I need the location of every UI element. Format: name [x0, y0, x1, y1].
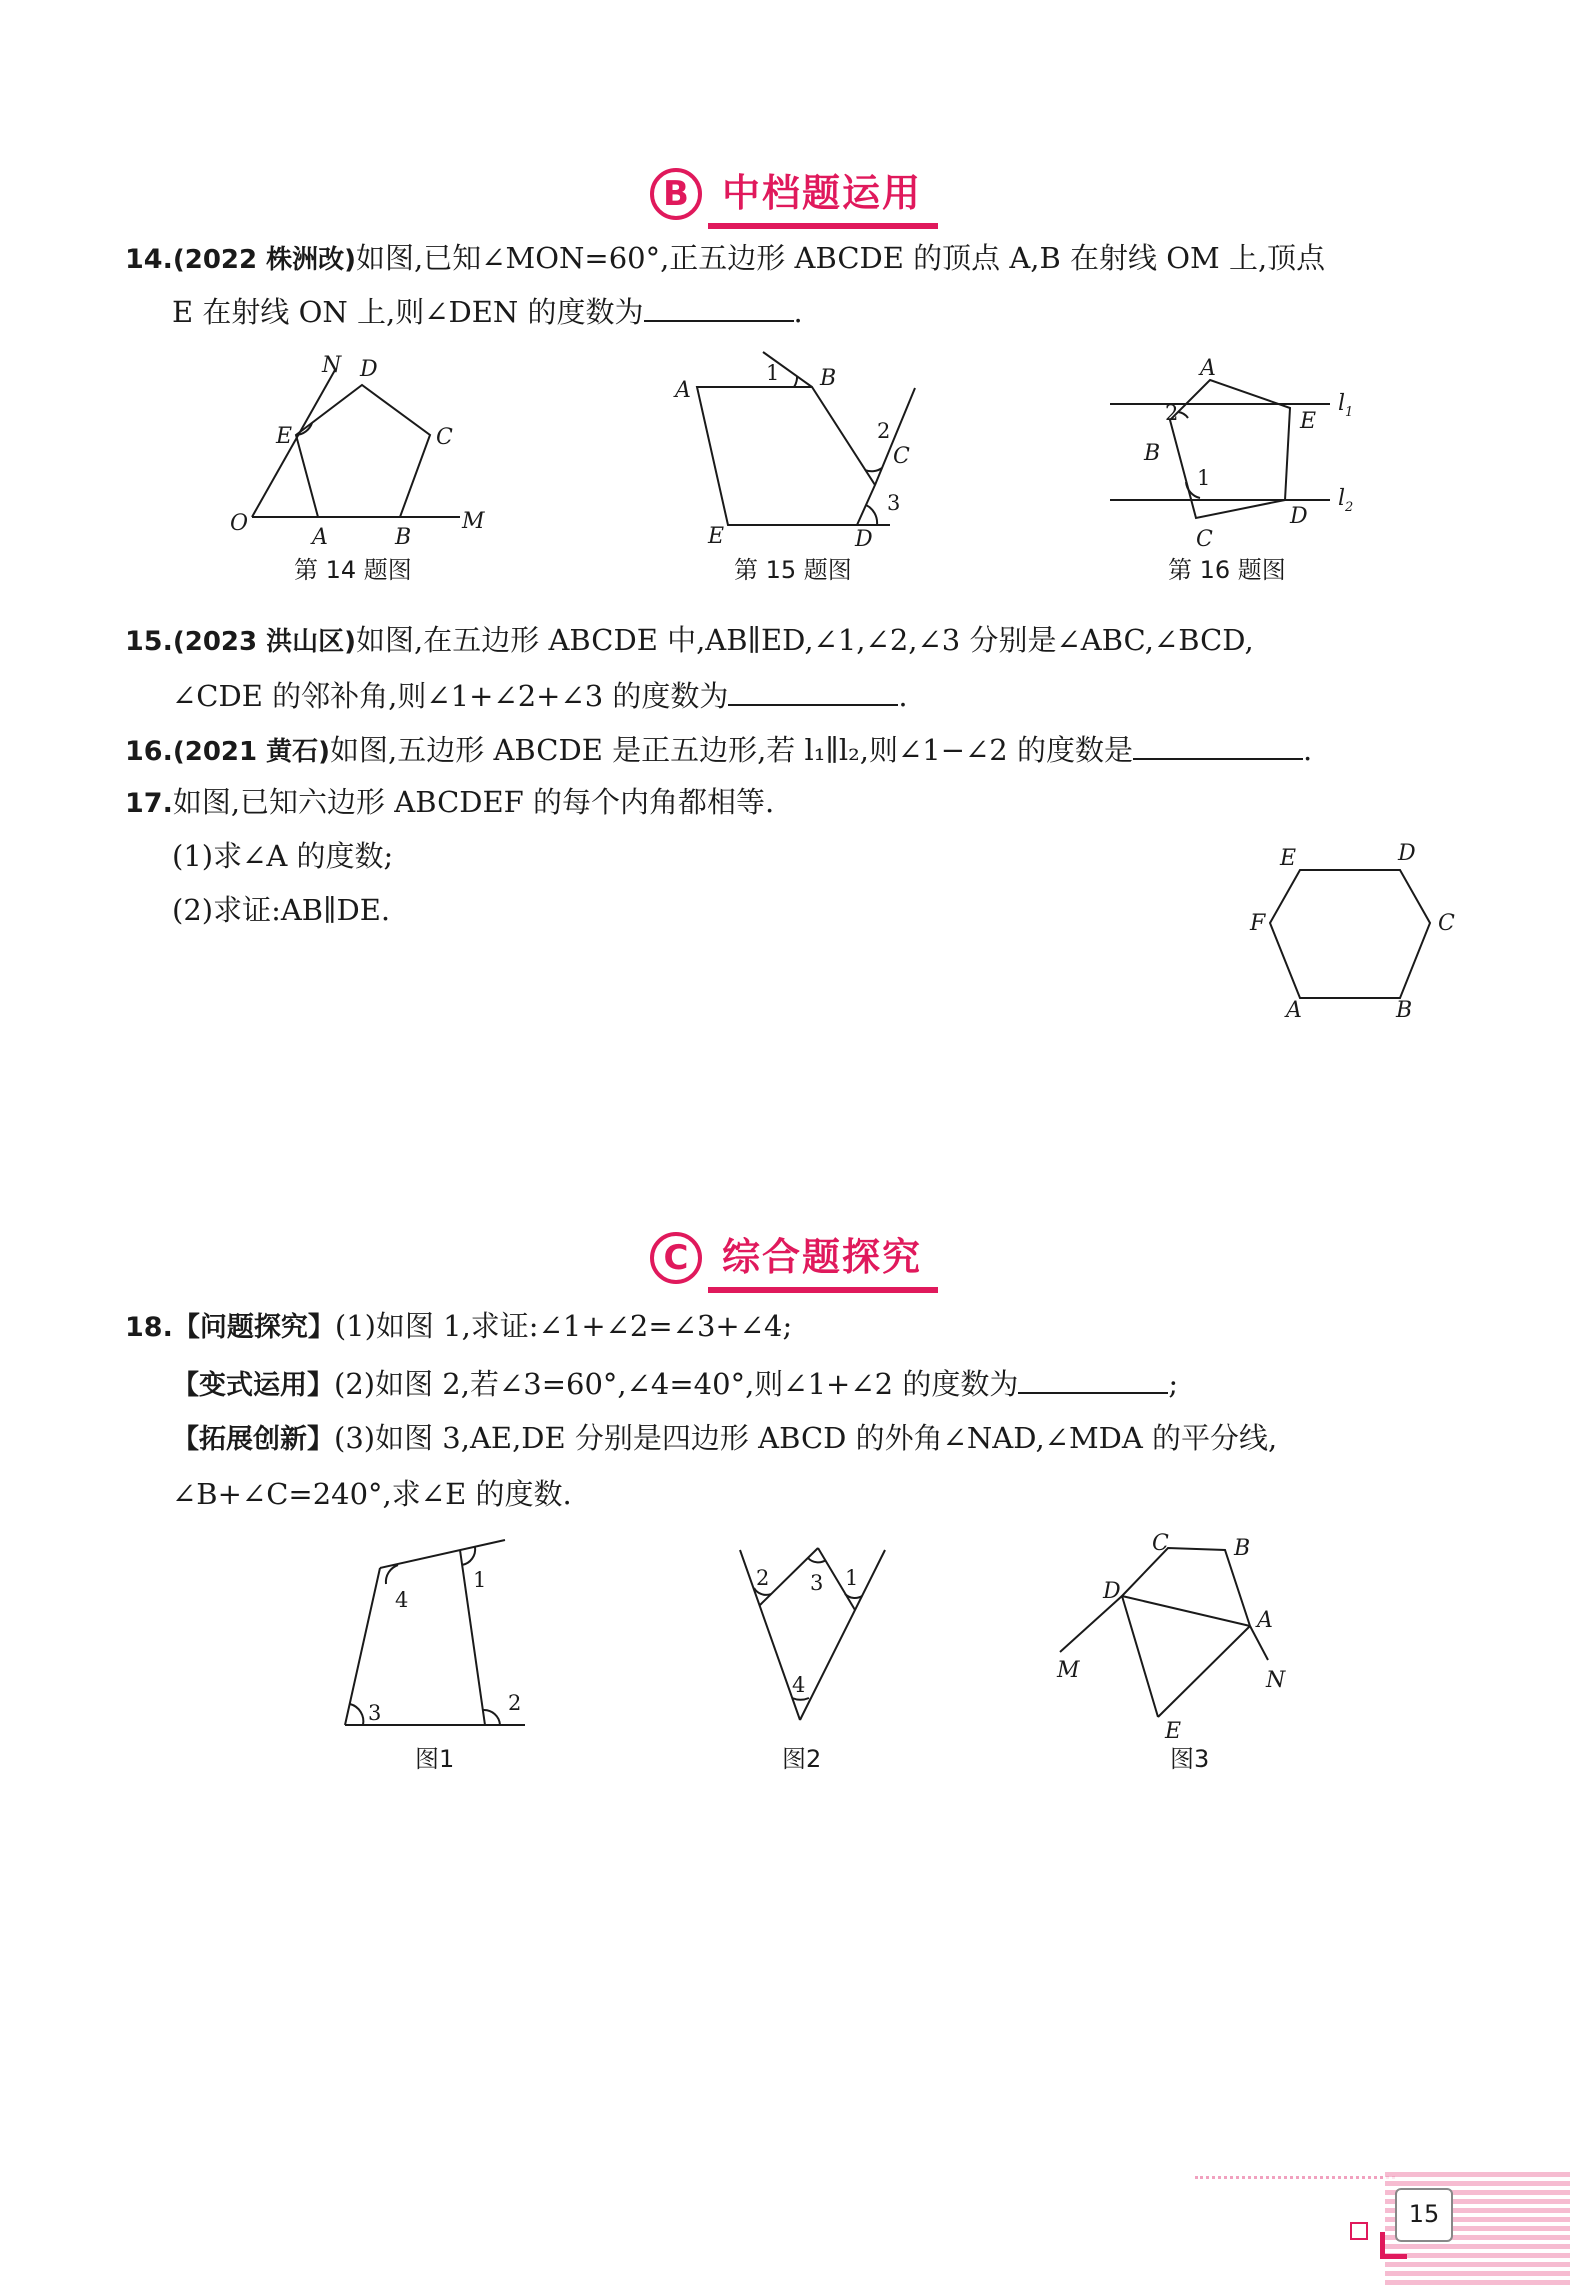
fig2-angle4-arc — [792, 1698, 809, 1700]
fig14-label-o: O — [230, 511, 249, 536]
fig15-angle2-arc — [865, 468, 882, 471]
fig3-label-a: A — [1257, 1608, 1273, 1633]
q14-end: . — [793, 295, 803, 329]
fig16-angle2-arc — [1178, 412, 1188, 418]
page-number: 15 — [1395, 2188, 1453, 2242]
fig3-quadrilateral — [1122, 1548, 1250, 1626]
section-c-title: 综合题探究 — [708, 1222, 938, 1293]
q18-tag2: 【变式运用】 — [172, 1370, 334, 1401]
fig15-angle3-arc — [866, 505, 877, 525]
fig16-label-a: A — [1200, 356, 1216, 381]
fig1-label-2: 2 — [508, 1691, 522, 1715]
section-b-badge: B — [650, 168, 702, 220]
fig3-label-e: E — [1165, 1719, 1182, 1744]
q16-end: . — [1302, 733, 1313, 767]
fig15-label-a: A — [675, 378, 691, 403]
fig16-diagram — [1110, 380, 1330, 518]
fig2-label-3: 3 — [810, 1571, 824, 1595]
q14-text2: E 在射线 ON 上,则∠DEN 的度数为 — [172, 295, 644, 329]
section-c-heading — [650, 1222, 938, 1293]
fig14-label-m: M — [462, 509, 485, 534]
q18-text2: (2)如图 2,若∠3=60°,∠4=40°,则∠1+∠2 的度数为 — [334, 1367, 1019, 1401]
fig2-label-4: 4 — [792, 1673, 806, 1697]
fig16-label-2: 2 — [1165, 401, 1179, 425]
fig16-label-b: B — [1144, 441, 1161, 466]
fig17-label-c: C — [1438, 911, 1455, 936]
q15-answer-blank[interactable] — [728, 674, 898, 706]
fig3-label-b: B — [1234, 1536, 1251, 1561]
q16-line1 — [125, 728, 1312, 772]
fig15-label-e: E — [708, 524, 725, 549]
q16-answer-blank[interactable] — [1133, 728, 1303, 760]
fig1-label-1: 1 — [473, 1568, 487, 1592]
q17-text1: 如图,已知六边形 ABCDEF 的每个内角都相等. — [172, 785, 775, 819]
fig1-top-line — [380, 1540, 505, 1568]
q18-answer-blank[interactable] — [1018, 1362, 1168, 1394]
q18-number: 18. — [125, 1312, 173, 1343]
fig14-label-a: A — [312, 525, 328, 550]
fig17-diagram — [1230, 830, 1470, 1030]
q15-source: (2023 洪山区) — [172, 627, 357, 657]
fig17-label-a: A — [1286, 998, 1302, 1023]
section-b-heading — [650, 158, 938, 229]
q17-line1 — [125, 782, 774, 824]
fig1-label-3: 3 — [368, 1701, 382, 1725]
fig16-label-1: 1 — [1197, 466, 1211, 490]
section-b-title: 中档题运用 — [708, 158, 938, 229]
fig17-label-e: E — [1280, 846, 1297, 871]
q18-tag3: 【拓展创新】 — [172, 1424, 334, 1455]
fig16-label-e: E — [1300, 409, 1317, 434]
footer-square-icon — [1350, 2222, 1368, 2240]
q18-line1 — [125, 1306, 792, 1348]
q16-text1: 如图,五边形 ABCDE 是正五边形,若 l₁∥l₂,则∠1−∠2 的度数是 — [330, 733, 1133, 767]
fig3-caption: 图3 — [1170, 1745, 1210, 1773]
fig16-label-c: C — [1196, 527, 1213, 552]
q15-text1: 如图,在五边形 ABCDE 中,AB∥ED,∠1,∠2,∠3 分别是∠ABC,∠BCD, — [356, 623, 1254, 657]
fig16-pentagon — [1170, 380, 1290, 518]
q14-line2 — [172, 290, 803, 332]
fig3-label-d: D — [1103, 1579, 1121, 1604]
q14-text1: 如图,已知∠MON=60°,正五边形 ABCDE 的顶点 A,B 在射线 OM 上,顶点 — [356, 241, 1326, 275]
q15-number: 15. — [125, 626, 173, 657]
fig3-label-c: C — [1152, 1531, 1169, 1556]
q18-text2-end: ; — [1168, 1367, 1179, 1401]
fig1-label-4: 4 — [395, 1588, 409, 1612]
q18-line2 — [172, 1362, 1178, 1406]
q14-source: (2022 株洲改) — [172, 245, 357, 275]
fig15-pentagon — [697, 387, 875, 525]
fig17-label-b: B — [1396, 998, 1413, 1023]
fig16-caption: 第 16 题图 — [1168, 556, 1286, 584]
q15-line1 — [125, 620, 1254, 662]
fig3-bisector-ae — [1158, 1626, 1250, 1717]
fig15-caption: 第 15 题图 — [734, 556, 852, 584]
q15-end: . — [898, 679, 908, 713]
q18-text1: (1)如图 1,求证:∠1+∠2=∠3+∠4; — [334, 1309, 793, 1343]
fig14-label-n: N — [322, 353, 342, 378]
fig2-caption: 图2 — [782, 1745, 822, 1773]
fig3-bisector-de — [1122, 1596, 1158, 1717]
fig2-label-1: 1 — [845, 1566, 859, 1590]
fig16-label-d: D — [1290, 504, 1308, 529]
q18-text3: (3)如图 3,AE,DE 分别是四边形 ABCD 的外角∠NAD,∠MDA 的平分线, — [334, 1421, 1278, 1455]
fig15-label-b: B — [820, 366, 837, 391]
fig14-ray-on — [252, 370, 335, 517]
q17-number: 17. — [125, 788, 173, 819]
fig15-label-3: 3 — [887, 491, 901, 515]
fig15-label-2: 2 — [877, 419, 891, 443]
fig3-ext-dm — [1060, 1596, 1122, 1652]
fig3-label-m: M — [1057, 1658, 1080, 1683]
section-c-badge: C — [650, 1232, 702, 1284]
q15-line2 — [172, 674, 908, 716]
fig14-caption: 第 14 题图 — [294, 556, 412, 584]
q16-number: 16. — [125, 736, 173, 767]
q17-part2: (2)求证:AB∥DE. — [172, 893, 391, 927]
q18-line3 — [172, 1418, 1277, 1460]
q15-text2: ∠CDE 的邻补角,则∠1+∠2+∠3 的度数为 — [172, 679, 729, 713]
fig15-label-d: D — [855, 527, 873, 552]
footer-dotted-rule — [1195, 2176, 1395, 2179]
fig1-angle3-arc — [350, 1704, 363, 1725]
fig2-label-2: 2 — [756, 1566, 770, 1590]
fig1-diagram — [345, 1540, 525, 1725]
fig16-label-l1: $l_1$ — [1338, 391, 1354, 420]
fig3-diagram — [1060, 1548, 1268, 1717]
q18-line4: ∠B+∠C=240°,求∠E 的度数. — [172, 1477, 572, 1511]
q14-line1 — [125, 238, 1325, 280]
fig3-label-n: N — [1266, 1668, 1286, 1693]
figures-q18 — [0, 1520, 1570, 1780]
fig16-label-l2: $l_2$ — [1338, 486, 1354, 515]
q14-answer-blank[interactable] — [644, 290, 794, 322]
fig17-hexagon — [1270, 870, 1430, 998]
fig1-angle4-arc — [386, 1565, 398, 1584]
q18-tag1: 【问题探究】 — [172, 1312, 335, 1343]
fig15-label-c: C — [893, 444, 910, 469]
fig15-angle1-arc — [794, 376, 797, 387]
fig14-label-d: D — [360, 357, 378, 382]
figures-14-16 — [0, 340, 1570, 600]
fig14-label-c: C — [436, 425, 453, 450]
fig17-label-d: D — [1398, 841, 1416, 866]
fig1-caption: 图1 — [415, 1745, 455, 1773]
fig17-label-f: F — [1250, 911, 1266, 936]
fig14-label-b: B — [395, 525, 412, 550]
q16-source: (2021 黄石) — [172, 737, 331, 767]
q14-number: 14. — [125, 244, 173, 275]
fig15-label-1: 1 — [766, 361, 780, 385]
fig14-label-e: E — [276, 424, 293, 449]
q17-part1: (1)求∠A 的度数; — [172, 839, 394, 873]
